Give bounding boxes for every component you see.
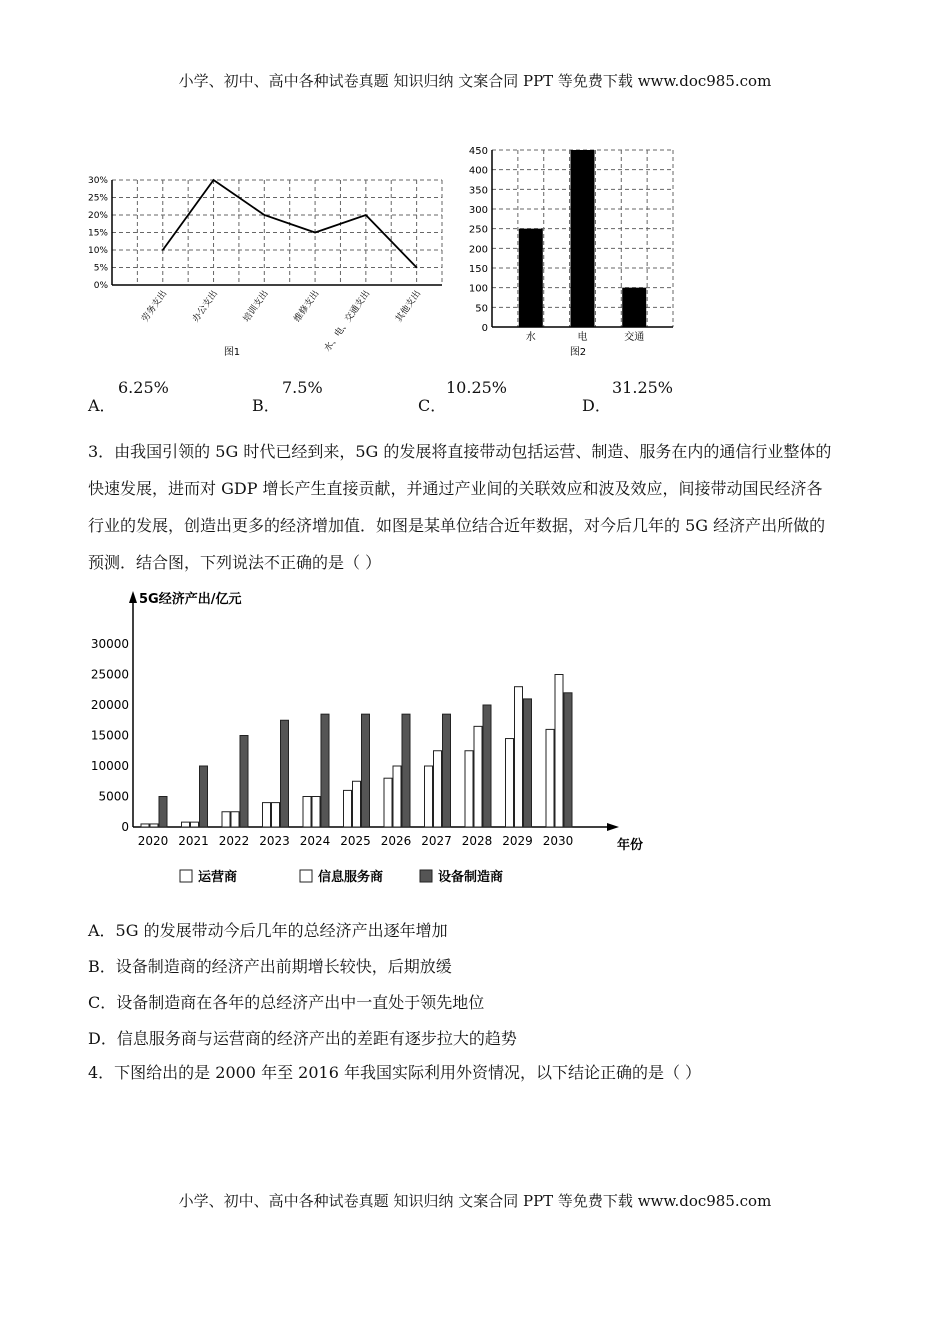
bar-运营商-2022 <box>222 812 230 827</box>
y-tick-label: 10000 <box>90 759 129 773</box>
bar-设备制造商-2022 <box>240 736 248 828</box>
bar-信息服务商-2030 <box>555 675 563 828</box>
option-d <box>582 393 611 416</box>
bar-运营商-2025 <box>344 790 352 827</box>
x-tick-label: 2029 <box>502 834 533 848</box>
bar-设备制造商-2024 <box>321 714 329 827</box>
bar-设备制造商-2021 <box>200 766 208 827</box>
y-tick-label: 300 <box>468 205 488 216</box>
bar-设备制造商-2025 <box>362 714 370 827</box>
x-tick-label: 水 <box>525 332 536 343</box>
series-line <box>163 180 417 268</box>
legend-label: 运营商 <box>198 870 238 885</box>
y-tick-label: 50 <box>475 303 488 315</box>
x-tick-label: 2020 <box>137 834 169 848</box>
y-tick-label: 200 <box>468 244 488 256</box>
q3-option-b: B．设备制造商的经济产出前期增长较快，后期放缓 <box>88 957 452 976</box>
legend-label: 设备制造商 <box>438 870 504 885</box>
y-tick-label: 30000 <box>90 637 129 651</box>
x-tick-label: 2021 <box>178 834 209 848</box>
y-tick-label: 0 <box>121 820 129 834</box>
x-tick-label: 2023 <box>259 834 290 848</box>
x-axis-label: 年份 <box>617 838 644 853</box>
y-tick-label: 350 <box>468 185 488 197</box>
option-c-letter: C． <box>418 396 447 415</box>
bar-信息服务商-2026 <box>393 766 401 827</box>
bar-设备制造商-2026 <box>402 714 410 827</box>
q3-line-1: 3．由我国引领的 5G 时代已经到来，5G 的发展将直接带动包括运营、制造、服务在内的通信行业整体的 <box>88 442 832 461</box>
y-tick-label: 450 <box>468 146 488 157</box>
option-c <box>418 393 446 416</box>
y-tick-label: 150 <box>468 264 488 275</box>
y-tick-label: 30% <box>87 176 108 186</box>
bar-信息服务商-2023 <box>272 803 280 827</box>
option-c-value: 10.25% <box>446 378 508 397</box>
x-tick-label: 电 <box>577 332 588 343</box>
q3-line-2: 快速发展，进而对 GDP 增长产生直接贡献，并通过产业间的关联效应和波及效应，间接带动国民经济各 <box>88 479 823 498</box>
y-tick-label: 5000 <box>98 789 129 804</box>
bar-信息服务商-2021 <box>191 822 199 827</box>
q3-option-a: A．5G 的发展带动今后几年的总经济产出逐年增加 <box>88 921 448 940</box>
bar-运营商-2020 <box>141 824 149 827</box>
x-tick-label: 劳务支出 <box>140 288 170 325</box>
y-tick-label: 0% <box>93 281 108 291</box>
bar-设备制造商-2027 <box>443 714 451 827</box>
bar-运营商-2021 <box>182 822 190 827</box>
option-d-value: 31.25% <box>612 378 674 397</box>
y-tick-label: 400 <box>468 165 488 177</box>
bar-信息服务商-2024 <box>312 797 320 828</box>
x-tick-label: 办公支出 <box>191 288 220 325</box>
bar-2 <box>622 288 646 327</box>
option-b-value: 7.5% <box>282 378 323 397</box>
x-tick-label: 2024 <box>299 834 331 848</box>
figure1-line-chart <box>80 170 450 365</box>
y-tick-label: 15% <box>87 228 108 239</box>
page-footer: 小学、初中、高中各种试卷真题 知识归纳 文案合同 PPT 等免费下载 www.doc985.com <box>178 1192 772 1210</box>
option-a-value: 6.25% <box>118 378 169 397</box>
bar-信息服务商-2027 <box>434 751 442 827</box>
y-tick-label: 20% <box>87 211 108 221</box>
x-tick-label: 2026 <box>380 834 412 848</box>
x-tick-label: 水、电、交通支出 <box>322 288 373 354</box>
bar-运营商-2030 <box>546 729 554 827</box>
bar-运营商-2024 <box>303 797 311 828</box>
x-tick-label: 2030 <box>542 834 574 848</box>
legend-label: 信息服务商 <box>318 870 384 885</box>
page-header: 小学、初中、高中各种试卷真题 知识归纳 文案合同 PPT 等免费下载 www.doc985.com <box>178 72 772 90</box>
x-tick-label: 维修支出 <box>292 288 322 325</box>
bar-信息服务商-2025 <box>353 781 361 827</box>
bar-设备制造商-2023 <box>281 720 289 827</box>
question-3-text <box>88 433 863 581</box>
x-tick-label: 交通 <box>624 332 645 343</box>
y-tick-label: 0 <box>481 323 488 334</box>
bar-设备制造商-2028 <box>483 705 491 827</box>
option-d-letter: D． <box>582 396 611 415</box>
q3-line-4: 预测．结合图，下列说法不正确的是（ ） <box>88 553 382 572</box>
y-tick-label: 20000 <box>90 698 129 712</box>
bar-信息服务商-2020 <box>150 824 158 827</box>
figure2-caption: 图2 <box>569 347 587 358</box>
q3-line-3: 行业的发展，创造出更多的经济增加值．如图是某单位结合近年数据，对今后几年的 5G 经济产出所做的 <box>88 516 826 535</box>
y-tick-label: 25000 <box>90 667 129 682</box>
bar-运营商-2029 <box>506 739 514 827</box>
y-tick-label: 5% <box>93 263 108 274</box>
legend-swatch <box>180 870 192 882</box>
option-b <box>252 393 280 416</box>
data-point <box>365 214 367 216</box>
bar-0 <box>519 229 543 327</box>
bar-运营商-2027 <box>425 766 433 827</box>
chart-title: 5G经济产出/亿元 <box>139 592 242 607</box>
data-point <box>264 214 266 216</box>
bar-信息服务商-2029 <box>515 687 523 827</box>
x-tick-label: 2028 <box>461 834 493 848</box>
y-axis-arrow <box>129 591 137 603</box>
q3-5g-bar-chart <box>85 585 645 895</box>
legend-swatch <box>420 870 432 882</box>
bar-设备制造商-2020 <box>159 797 167 828</box>
figure2-bar-chart <box>468 140 683 360</box>
bar-1 <box>571 150 595 327</box>
option-b-letter: B． <box>252 396 280 415</box>
x-tick-label: 培训支出 <box>241 288 271 325</box>
q3-option-c: C．设备制造商在各年的总经济产出中一直处于领先地位 <box>88 993 485 1012</box>
data-point <box>213 179 215 181</box>
q3-option-d: D．信息服务商与运营商的经济产出的差距有逐步拉大的趋势 <box>88 1029 517 1048</box>
y-tick-label: 10% <box>87 246 108 256</box>
bar-信息服务商-2022 <box>231 812 239 827</box>
x-tick-label: 2022 <box>218 834 250 848</box>
bar-运营商-2028 <box>465 751 473 827</box>
bar-信息服务商-2028 <box>474 726 482 827</box>
bar-运营商-2026 <box>384 778 392 827</box>
x-tick-label: 其他支出 <box>394 288 424 325</box>
data-point <box>416 267 418 269</box>
bar-设备制造商-2030 <box>564 693 572 827</box>
x-tick-label: 2027 <box>421 834 452 848</box>
bar-运营商-2023 <box>263 803 271 827</box>
y-tick-label: 250 <box>468 224 488 236</box>
y-tick-label: 25% <box>87 193 108 204</box>
data-point <box>162 249 164 251</box>
question-4-text: 4．下图给出的是 2000 年至 2016 年我国实际利用外资情况，以下结论正确的是（ ） <box>88 1063 702 1082</box>
bar-设备制造商-2029 <box>524 699 532 827</box>
figure1-caption: 图1 <box>223 347 241 358</box>
option-a <box>88 393 116 416</box>
legend-swatch <box>300 870 312 882</box>
x-axis-arrow <box>607 823 619 831</box>
data-point <box>314 232 316 234</box>
y-tick-label: 100 <box>468 283 488 295</box>
option-a-letter: A． <box>88 396 116 415</box>
x-tick-label: 2025 <box>340 834 371 848</box>
y-tick-label: 15000 <box>90 728 129 743</box>
